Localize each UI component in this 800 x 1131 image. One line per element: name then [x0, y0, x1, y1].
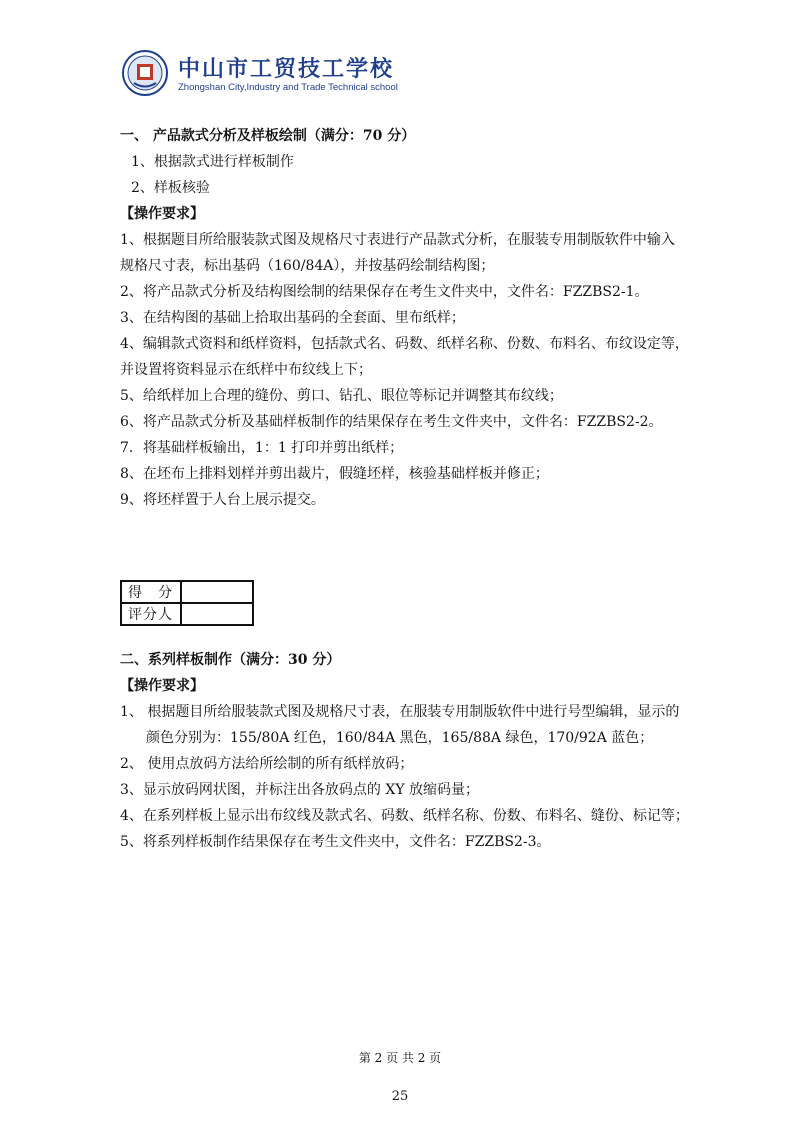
grader-label: 评分人: [121, 603, 181, 625]
section1-title: 一、 产品款式分析及样板绘制（满分：70 分）: [120, 128, 416, 144]
section1-req: 1、根据题目所给服装款式图及规格尺寸表进行产品款式分析，在服装专用制版软件中输入: [120, 232, 675, 248]
section2-req: 3、显示放码网状图，并标注出各放码点的 XY 放缩码量；: [120, 782, 480, 798]
page-number: 25: [391, 1089, 409, 1104]
section1-req: 8、在坯布上排料划样并剪出裁片，假缝坯样，核验基础样板并修正；: [120, 466, 549, 482]
section1-req: 2、将产品款式分析及结构图绘制的结果保存在考生文件夹中，文件名：FZZBS2-1。: [120, 284, 649, 300]
score-table: [120, 580, 254, 626]
section1-req: 规格尺寸表，标出基码（160/84A），并按基码绘制结构图；: [120, 258, 495, 274]
school-name-cn: 中山市工贸技工学校: [178, 57, 395, 82]
section1-req: 4、编辑款式资料和纸样资料，包括款式名、码数、纸样名称、份数、布料名、布纹设定等，: [120, 336, 689, 352]
page-of-footer: 第 2 页 共 2 页: [358, 1051, 442, 1065]
grader-value-cell[interactable]: [181, 603, 253, 625]
section2-req: 颜色分别为：155/80A 红色，160/84A 黑色，165/88A 绿色，170/92A 蓝色；: [146, 730, 654, 746]
school-emblem-icon: [122, 50, 168, 96]
section1-req: 并设置将资料显示在纸样中布纹线上下；: [120, 362, 372, 378]
score-row: [121, 581, 253, 603]
section1-req: 6、将产品款式分析及基础样板制作的结果保存在考生文件夹中，文件名：FZZBS2-2。: [120, 414, 663, 430]
section2-req: 1、 根据题目所给服装款式图及规格尺寸表，在服装专用制版软件中进行号型编辑，显示的: [120, 704, 680, 720]
section1-req: 7．将基础样板输出，1：1 打印并剪出纸样；: [120, 440, 404, 456]
section1-item: 1、根据款式进行样板制作: [131, 154, 294, 170]
school-name-en: Zhongshan City,Industry and Trade Technical school: [178, 82, 398, 93]
score-label: 得 分: [121, 581, 181, 603]
grader-row: [121, 603, 253, 625]
section1-req: 3、在结构图的基础上拾取出基码的全套面、里布纸样；: [120, 310, 465, 326]
section1-req-title: 【操作要求】: [120, 206, 204, 222]
section2-req: 2、 使用点放码方法给所绘制的所有纸样放码；: [120, 756, 414, 772]
section1-req: 5、给纸样加上合理的缝份、剪口、钻孔、眼位等标记并调整其布纹线；: [120, 388, 563, 404]
school-logo: [122, 48, 482, 100]
section2-req: 5、将系列样板制作结果保存在考生文件夹中，文件名：FZZBS2-3。: [120, 834, 551, 850]
section2-title: 二、系列样板制作（满分：30 分）: [120, 652, 341, 668]
section1-req: 9、将坯样置于人台上展示提交。: [120, 492, 325, 508]
section2-req-title: 【操作要求】: [120, 678, 204, 694]
score-value-cell[interactable]: [181, 581, 253, 603]
section1-item: 2、样板核验: [131, 180, 210, 196]
section2-req: 4、在系列样板上显示出布纹线及款式名、码数、纸样名称、份数、布料名、缝份、标记等；: [120, 808, 689, 824]
